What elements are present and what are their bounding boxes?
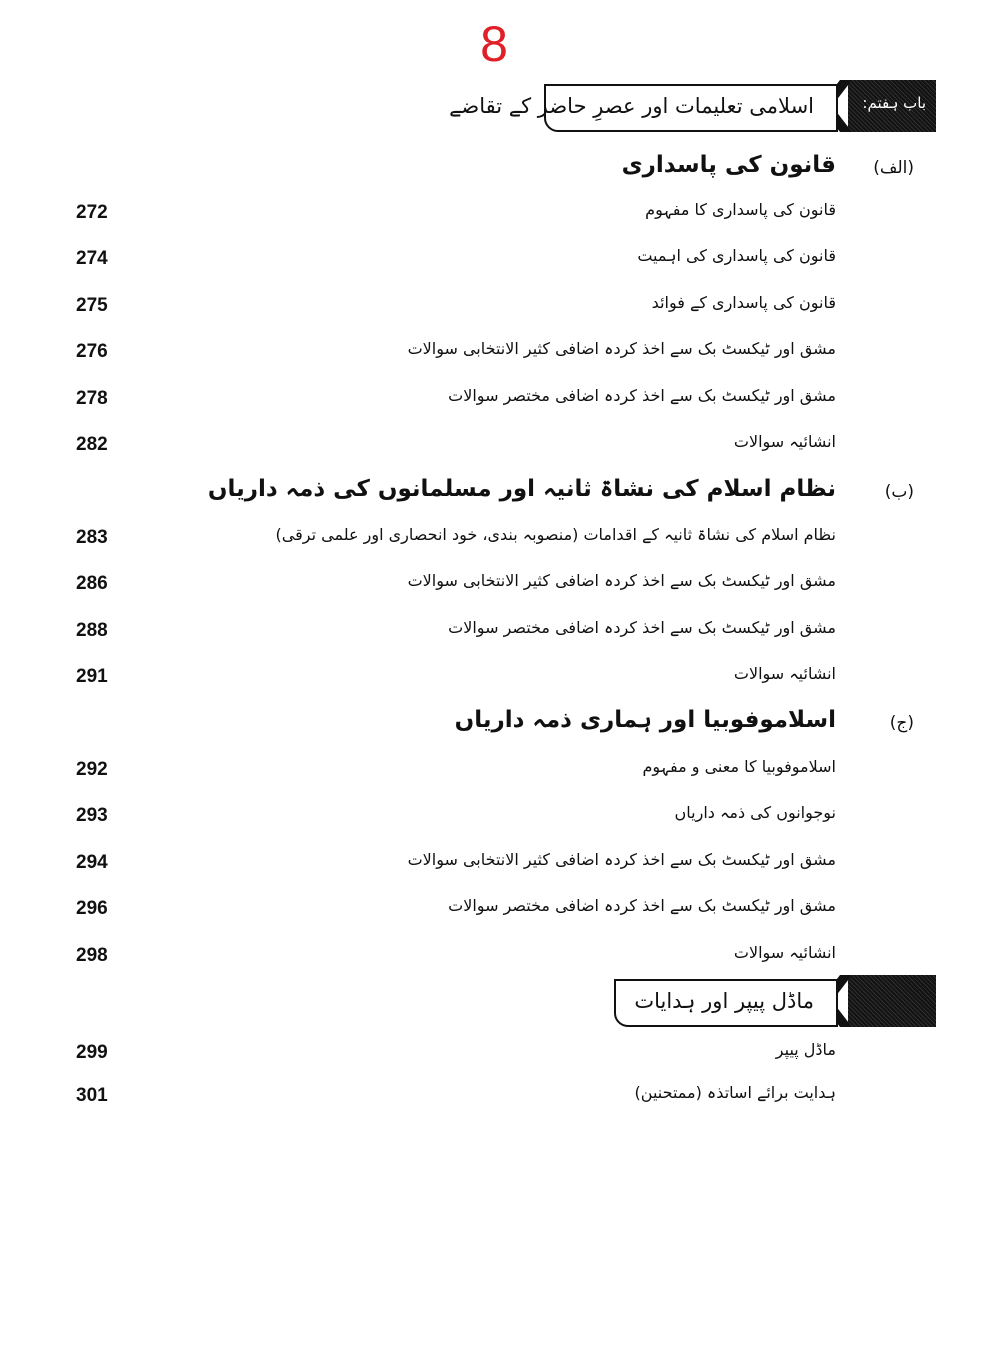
toc-row[interactable] [60,937,836,973]
toc-page-number: 294 [76,852,108,873]
section-title: نظام اسلام کی نشاۃ ثانیہ اور مسلمانوں کی ذمہ داریاں [207,476,836,502]
chapter-title: اسلامی تعلیمات اور عصرِ حاضر کے تقاضے [449,94,814,118]
toc-entry-text: انشائیہ سوالات [733,943,836,962]
toc-page-number: 278 [76,388,108,409]
toc-row[interactable] [60,380,836,416]
toc-entry-text: مشق اور ٹیکسٹ بک سے اخذ کردہ اضافی مختصر سوالات [448,386,836,405]
toc-row[interactable] [60,612,836,648]
toc-row[interactable] [60,1034,836,1070]
section-mark: (ج) [889,713,914,733]
page-number: 8 [480,16,508,72]
toc-page-number: 282 [76,434,108,455]
toc-entry-text: اسلاموفوبیا کا معنی و مفہوم [642,757,836,776]
toc-row[interactable] [60,287,836,323]
toc-row[interactable] [60,240,836,276]
toc-page-number: 291 [76,666,108,687]
section-title: قانون کی پاسداری [621,152,836,178]
toc-entry-text: مشق اور ٹیکسٹ بک سے اخذ کردہ اضافی کثیر الانتخابی سوالات [407,339,836,358]
toc-entry-text: مشق اور ٹیکسٹ بک سے اخذ کردہ اضافی مختصر سوالات [448,618,836,637]
model-paper-banner [614,975,936,1027]
toc-row[interactable] [60,844,836,880]
toc-entry-text: ہدایت برائے اساتذہ (ممتحنین) [634,1083,836,1102]
toc-page-number: 299 [76,1042,108,1063]
section-header-alif [200,150,918,190]
section-mark: (ب) [884,482,914,502]
model-title-box [614,979,838,1027]
section-title: اسلاموفوبیا اور ہماری ذمہ داریاں [454,707,836,733]
toc-page-number: 292 [76,759,108,780]
chapter-label: باب ہفتم: [862,94,926,112]
toc-entry-text: قانون کی پاسداری کی اہمیت [637,246,836,265]
toc-page-number: 286 [76,573,108,594]
toc-page-number: 293 [76,805,108,826]
toc-entry-text: مشق اور ٹیکسٹ بک سے اخذ کردہ اضافی کثیر الانتخابی سوالات [407,571,836,590]
toc-page-number: 283 [76,527,108,548]
toc-entry-text: مشق اور ٹیکسٹ بک سے اخذ کردہ اضافی کثیر الانتخابی سوالات [407,850,836,869]
toc-row[interactable] [60,751,836,787]
toc-row[interactable] [60,426,836,462]
toc-page-number: 276 [76,341,108,362]
toc-row[interactable] [60,1077,836,1113]
toc-entry-text: انشائیہ سوالات [733,664,836,683]
toc-page-number: 301 [76,1085,108,1106]
toc-row[interactable] [60,194,836,230]
toc-page-number: 272 [76,202,108,223]
toc-entry-text: انشائیہ سوالات [733,432,836,451]
toc-row[interactable] [60,890,836,926]
toc-page-number: 298 [76,945,108,966]
section-header-bay [60,474,918,514]
toc-row[interactable] [60,333,836,369]
toc-page-number: 288 [76,620,108,641]
toc-entry-text: نظام اسلام کی نشاۃ ثانیہ کے اقدامات (منصوبہ بندی، خود انحصاری اور علمی ترقی) [275,525,836,544]
model-banner-title: ماڈل پیپر اور ہدایات [634,989,814,1013]
toc-row[interactable] [60,797,836,833]
toc-entry-text: قانون کی پاسداری کے فوائد [651,293,836,312]
toc-page-number: 274 [76,248,108,269]
chapter-banner [449,80,936,132]
toc-row[interactable] [60,565,836,601]
toc-row[interactable] [60,658,836,694]
section-mark: (الف) [873,158,914,178]
toc-entry-text: ماڈل پیپر [775,1040,836,1059]
toc-page-number: 275 [76,295,108,316]
chapter-label-block [848,80,936,132]
chapter-title-box [449,84,838,132]
toc-page-number: 296 [76,898,108,919]
toc-row[interactable] [60,519,836,555]
toc-entry-text: نوجوانوں کی ذمہ داریاں [674,803,836,822]
section-header-jeem [200,705,918,745]
toc-entry-text: مشق اور ٹیکسٹ بک سے اخذ کردہ اضافی مختصر سوالات [448,896,836,915]
toc-entry-text: قانون کی پاسداری کا مفہوم [645,200,836,219]
model-banner-block [848,975,936,1027]
